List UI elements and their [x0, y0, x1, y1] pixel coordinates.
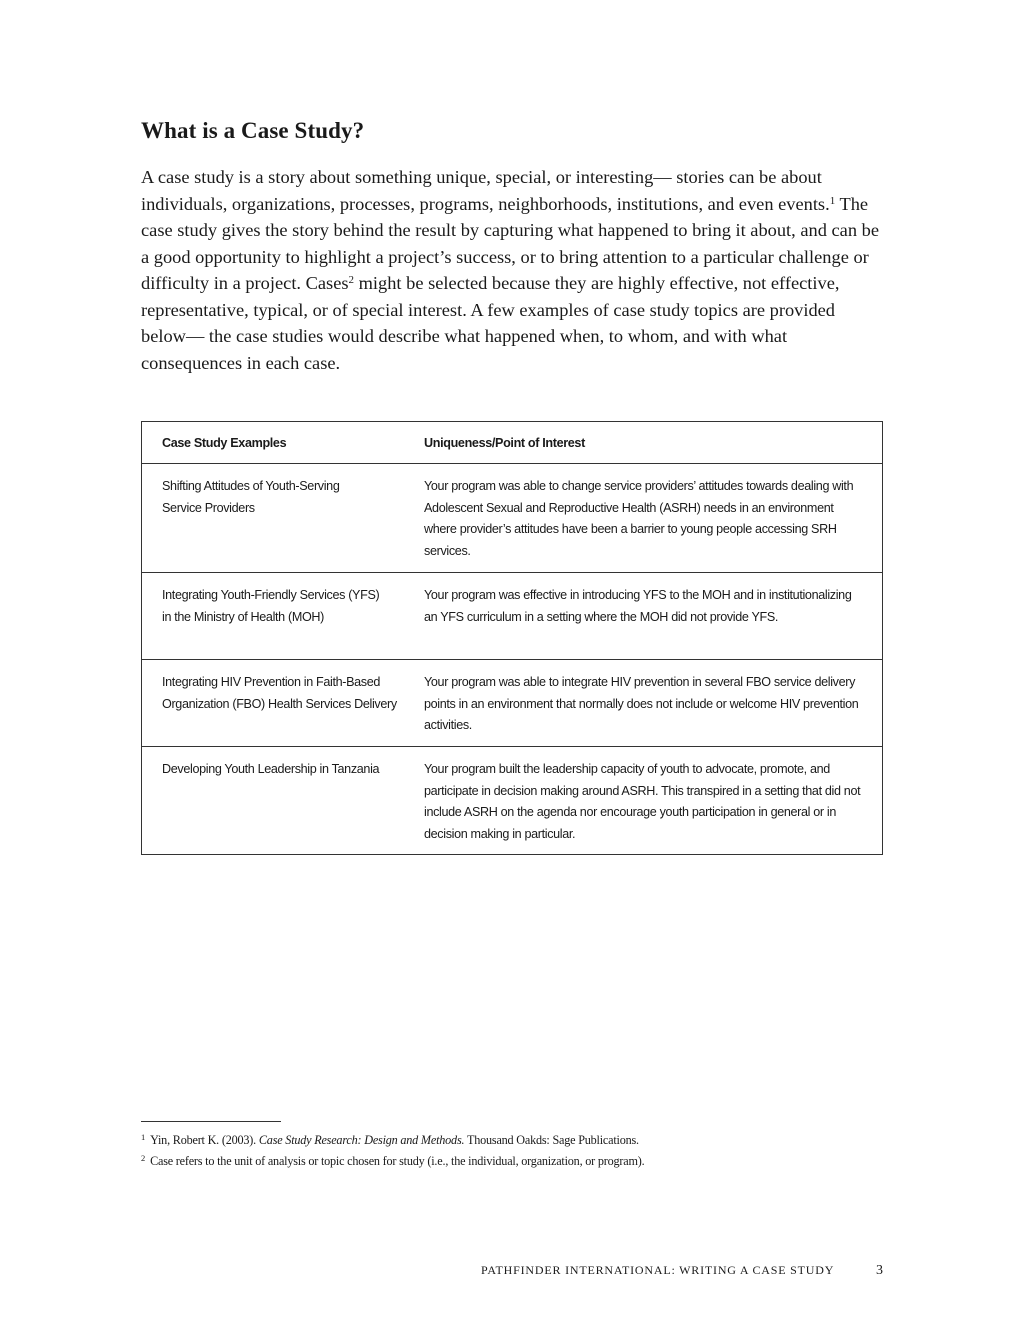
footnote-1: 1 Yin, Robert K. (2003). Case Study Research: Design and Methods. Thousand Oakds: Sage Publications.	[141, 1130, 901, 1151]
example-line: Shifting Attitudes of Youth-Serving	[162, 479, 340, 493]
table-row	[142, 573, 882, 660]
footnote-ref-2: 2	[348, 274, 355, 286]
page-footer	[481, 1263, 883, 1279]
footnote-text	[150, 1130, 639, 1151]
table-header-row	[142, 422, 882, 464]
table-row	[142, 747, 882, 854]
footnote-book-title: Case Study Research: Design and Methods.	[258, 1133, 465, 1147]
example-line: in the Ministry of Health (MOH)	[162, 609, 325, 624]
example-cell	[142, 747, 424, 854]
footnote-citation: Yin, Robert K. (2003).	[150, 1133, 259, 1147]
example-cell	[142, 660, 424, 746]
intro-paragraph	[141, 164, 881, 376]
page-number: 3	[876, 1263, 883, 1278]
interest-cell: Your program was able to change service providers’ attitudes towards dealing with Adolescent Sexual and Reproductive Health (ASRH) needs in an environment where provider’s attitudes have been a barrier to young people accessing SRH services.	[424, 479, 854, 559]
footnote-divider	[141, 1121, 281, 1122]
running-title: PATHFINDER INTERNATIONAL: WRITING A CASE STUDY	[481, 1263, 835, 1277]
example-line: Developing Youth Leadership in Tanzania	[162, 762, 380, 776]
interest-cell: Your program built the leadership capacity of youth to advocate, promote, and participate in decision making around ASRH. This transpired in a setting that did not include ASRH on the agenda nor encourage youth participation in general or in decision making in particular.	[424, 762, 861, 842]
table-row	[142, 464, 882, 573]
footnote-publisher: Thousand Oakds: Sage Publications.	[464, 1133, 639, 1147]
interest-cell: Your program was able to integrate HIV prevention in several FBO service delivery points in an environment that normally does not include or welcome HIV prevention activities.	[424, 675, 859, 733]
page-title: What is a Case Study?	[141, 118, 365, 143]
example-cell	[142, 464, 424, 572]
intro-text-part-2: The case study gives the story behind the result by capturing what happened to bring it about, and can be a good opportunity to highlight a project’s success, or to bring attention to a particular challenge or difficulty in a project. Cases	[141, 193, 879, 293]
example-line: Service Providers	[162, 500, 255, 515]
example-line: Organization (FBO) Health Services Delivery	[162, 696, 397, 711]
footnotes	[141, 1130, 901, 1172]
example-line: Integrating HIV Prevention in Faith-Based	[162, 675, 381, 689]
interest-cell: Your program was effective in introducing YFS to the MOH and in institutionalizing an YFS curriculum in a setting where the MOH did not provide YFS.	[424, 588, 852, 624]
column-header-interest: Uniqueness/Point of Interest	[424, 435, 585, 450]
table-row	[142, 660, 882, 747]
footnote-ref-1: 1	[829, 194, 836, 207]
intro-text-part-3: might be selected because they are highly effective, not effective, representative, typical, or of special interest. A few examples of case study topics are provided below— the case studies would describe what happened when, to whom, and with what consequences in each case.	[141, 273, 840, 373]
column-header-examples: Case Study Examples	[162, 435, 287, 450]
footnote-text: Case refers to the unit of analysis or topic chosen for study (i.e., the individual, organization, or program).	[150, 1154, 645, 1168]
case-study-examples-table	[141, 421, 883, 855]
intro-text-part-1: A case study is a story about something unique, special, or interesting— stories can be about individuals, organizations, processes, programs, neighborhoods, institutions, and even events.	[141, 167, 830, 214]
footnote-2: 2 Case refers to the unit of analysis or topic chosen for study (i.e., the individual, organization, or program).	[141, 1151, 901, 1172]
example-line: Integrating Youth-Friendly Services (YFS)	[162, 588, 380, 602]
example-cell	[142, 573, 424, 659]
